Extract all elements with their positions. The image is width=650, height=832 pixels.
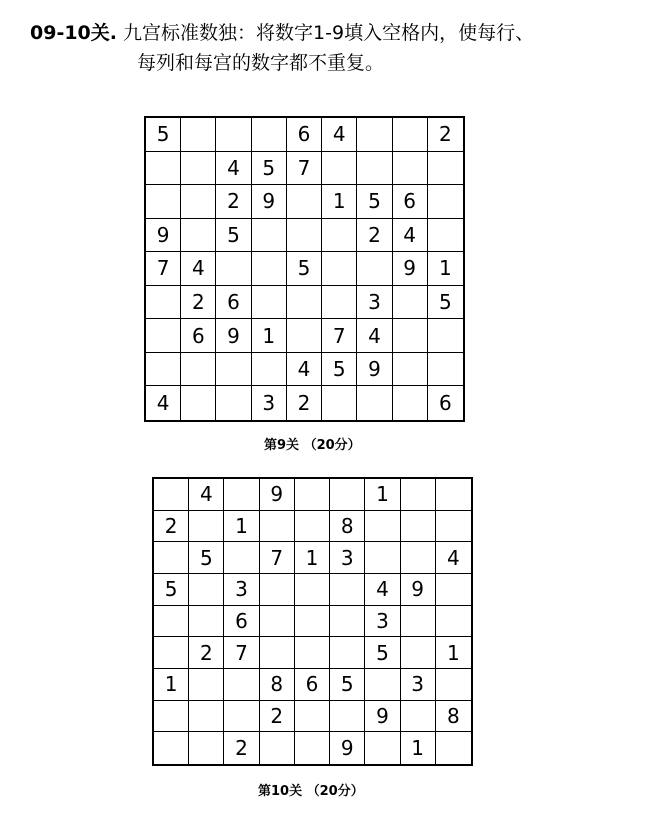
sudoku-cell[interactable] (154, 479, 189, 511)
sudoku-cell[interactable]: 1 (436, 637, 471, 669)
sudoku-cell[interactable]: 7 (146, 252, 181, 286)
sudoku-cell[interactable] (330, 701, 365, 733)
sudoku-cell[interactable] (260, 574, 295, 606)
sudoku-cell[interactable] (322, 152, 357, 186)
sudoku-cell[interactable]: 2 (260, 701, 295, 733)
sudoku-cell[interactable] (154, 732, 189, 764)
sudoku-cell[interactable]: 5 (252, 152, 287, 186)
sudoku-cell[interactable] (436, 574, 471, 606)
sudoku-cell[interactable] (330, 574, 365, 606)
sudoku-cell[interactable] (189, 606, 224, 638)
sudoku-cell[interactable] (260, 732, 295, 764)
sudoku-cell[interactable]: 1 (428, 252, 463, 286)
sudoku-cell[interactable] (181, 219, 216, 253)
sudoku-cell[interactable] (224, 701, 259, 733)
sudoku-cell[interactable]: 5 (365, 637, 400, 669)
sudoku-cell[interactable]: 2 (181, 286, 216, 320)
instructions-line-2: 每列和每宫的数字都不重复。 (137, 52, 385, 74)
sudoku-cell[interactable]: 4 (365, 574, 400, 606)
sudoku-cell[interactable] (357, 152, 392, 186)
sudoku-cell[interactable] (330, 606, 365, 638)
sudoku-cell[interactable] (154, 701, 189, 733)
sudoku-cell[interactable]: 1 (401, 732, 436, 764)
sudoku-cell[interactable]: 8 (330, 511, 365, 543)
sudoku-cell[interactable]: 9 (216, 319, 251, 353)
sudoku-cell[interactable] (260, 511, 295, 543)
sudoku-cell[interactable]: 5 (287, 252, 322, 286)
sudoku-cell[interactable] (216, 386, 251, 420)
sudoku-cell[interactable] (252, 286, 287, 320)
sudoku-cell[interactable]: 2 (189, 637, 224, 669)
sudoku-cell[interactable] (393, 319, 428, 353)
sudoku-cell[interactable]: 4 (146, 386, 181, 420)
caption-level-9: 第9关 （20分） (264, 438, 361, 453)
sudoku-cell[interactable] (330, 479, 365, 511)
sudoku-cell[interactable] (216, 252, 251, 286)
sudoku-cell[interactable] (393, 386, 428, 420)
sudoku-cell[interactable] (189, 701, 224, 733)
sudoku-cell[interactable] (260, 606, 295, 638)
sudoku-cell[interactable] (287, 319, 322, 353)
sudoku-cell[interactable] (436, 479, 471, 511)
sudoku-cell[interactable] (330, 637, 365, 669)
sudoku-cell[interactable] (154, 542, 189, 574)
sudoku-cell[interactable] (295, 637, 330, 669)
sudoku-cell[interactable]: 5 (189, 542, 224, 574)
sudoku-cell[interactable]: 4 (287, 353, 322, 387)
sudoku-cell[interactable] (260, 637, 295, 669)
sudoku-cell[interactable]: 1 (365, 479, 400, 511)
sudoku-cell[interactable]: 7 (260, 542, 295, 574)
sudoku-cell[interactable] (252, 118, 287, 152)
sudoku-cell[interactable]: 1 (295, 542, 330, 574)
sudoku-cell[interactable]: 4 (436, 542, 471, 574)
sudoku-cell[interactable] (216, 118, 251, 152)
sudoku-cell[interactable] (252, 353, 287, 387)
sudoku-cell[interactable] (428, 185, 463, 219)
sudoku-cell[interactable] (365, 511, 400, 543)
sudoku-cell[interactable] (154, 606, 189, 638)
sudoku-cell[interactable] (428, 319, 463, 353)
sudoku-cell[interactable] (401, 479, 436, 511)
sudoku-cell[interactable]: 4 (357, 319, 392, 353)
sudoku-cell[interactable] (224, 479, 259, 511)
sudoku-grid-level-9 (144, 116, 465, 422)
sudoku-cell[interactable] (401, 542, 436, 574)
sudoku-cell[interactable]: 3 (252, 386, 287, 420)
sudoku-cell[interactable]: 4 (181, 252, 216, 286)
sudoku-cell[interactable] (181, 185, 216, 219)
sudoku-cell[interactable] (357, 386, 392, 420)
sudoku-cell[interactable] (216, 353, 251, 387)
sudoku-cell[interactable] (365, 669, 400, 701)
sudoku-cell[interactable] (181, 353, 216, 387)
sudoku-cell[interactable] (393, 152, 428, 186)
sudoku-cell[interactable] (357, 252, 392, 286)
sudoku-cell[interactable] (295, 701, 330, 733)
sudoku-cell[interactable] (401, 701, 436, 733)
sudoku-cell[interactable] (295, 574, 330, 606)
sudoku-cell[interactable]: 1 (154, 669, 189, 701)
sudoku-cell[interactable] (436, 511, 471, 543)
sudoku-cell[interactable]: 5 (322, 353, 357, 387)
sudoku-cell[interactable]: 3 (224, 574, 259, 606)
sudoku-cell[interactable]: 7 (322, 319, 357, 353)
sudoku-cell[interactable]: 3 (365, 606, 400, 638)
sudoku-cell[interactable]: 6 (439, 391, 452, 416)
sudoku-cell[interactable]: 5 (357, 185, 392, 219)
sudoku-cell[interactable] (189, 732, 224, 764)
instructions-text-1: 九宫标准数独：将数字1-9填入空格内，使每行、 (123, 22, 535, 44)
level-label: 09-10关. (30, 22, 117, 44)
sudoku-cell[interactable] (295, 511, 330, 543)
sudoku-cell[interactable]: 6 (295, 669, 330, 701)
sudoku-cell[interactable] (252, 219, 287, 253)
sudoku-cell[interactable]: 2 (357, 219, 392, 253)
sudoku-cell[interactable] (322, 219, 357, 253)
sudoku-cell[interactable]: 9 (252, 185, 287, 219)
sudoku-cell[interactable] (146, 152, 181, 186)
sudoku-cell[interactable] (181, 386, 216, 420)
sudoku-cell[interactable]: 5 (330, 669, 365, 701)
sudoku-cell[interactable] (322, 386, 357, 420)
sudoku-cell[interactable] (401, 637, 436, 669)
sudoku-cell[interactable] (146, 319, 181, 353)
sudoku-cell[interactable]: 4 (322, 118, 357, 152)
sudoku-cell[interactable]: 5 (216, 219, 251, 253)
sudoku-cell[interactable] (295, 606, 330, 638)
sudoku-cell[interactable] (428, 353, 463, 387)
sudoku-cell[interactable] (287, 185, 322, 219)
sudoku-cell[interactable] (436, 669, 471, 701)
sudoku-cell[interactable] (295, 479, 330, 511)
sudoku-cell[interactable] (252, 252, 287, 286)
sudoku-cell[interactable]: 6 (216, 286, 251, 320)
sudoku-cell[interactable]: 9 (365, 701, 400, 733)
sudoku-cell[interactable]: 3 (330, 542, 365, 574)
sudoku-cell[interactable]: 8 (436, 701, 471, 733)
sudoku-cell[interactable]: 6 (393, 185, 428, 219)
sudoku-cell[interactable] (365, 732, 400, 764)
sudoku-cell[interactable] (393, 353, 428, 387)
sudoku-cell[interactable] (428, 219, 463, 253)
sudoku-cell[interactable]: 1 (322, 185, 357, 219)
sudoku-cell[interactable]: 5 (428, 286, 463, 320)
sudoku-cell[interactable]: 4 (216, 152, 251, 186)
sudoku-cell[interactable]: 2 (154, 511, 189, 543)
instructions (30, 18, 630, 78)
sudoku-cell[interactable] (393, 118, 428, 152)
sudoku-cell[interactable]: 1 (252, 319, 287, 353)
sudoku-cell[interactable] (393, 286, 428, 320)
sudoku-cell[interactable] (154, 637, 189, 669)
sudoku-cell[interactable] (401, 606, 436, 638)
sudoku-cell[interactable] (189, 574, 224, 606)
sudoku-cell[interactable]: 9 (393, 252, 428, 286)
sudoku-cell[interactable] (189, 669, 224, 701)
sudoku-cell[interactable] (401, 511, 436, 543)
sudoku-cell[interactable]: 3 (401, 669, 436, 701)
sudoku-cell[interactable]: 6 (224, 606, 259, 638)
sudoku-cell[interactable]: 2 (287, 386, 322, 420)
sudoku-cell[interactable] (146, 353, 181, 387)
sudoku-cell[interactable] (146, 286, 181, 320)
sudoku-cell[interactable] (365, 542, 400, 574)
caption-level-10: 第10关 （20分） (258, 784, 364, 799)
sudoku-cell[interactable] (189, 511, 224, 543)
sudoku-cell[interactable]: 4 (189, 479, 224, 511)
sudoku-cell[interactable]: 9 (260, 479, 295, 511)
sudoku-cell[interactable] (224, 669, 259, 701)
sudoku-cell[interactable] (295, 732, 330, 764)
sudoku-cell[interactable]: 9 (357, 353, 392, 387)
sudoku-cell[interactable]: 9 (401, 574, 436, 606)
sudoku-cell[interactable]: 7 (287, 152, 322, 186)
sudoku-cell[interactable]: 5 (154, 574, 189, 606)
sudoku-cell[interactable] (181, 118, 216, 152)
sudoku-cell[interactable]: 2 (428, 118, 463, 152)
sudoku-cell[interactable]: 9 (330, 732, 365, 764)
sudoku-cell[interactable] (287, 219, 322, 253)
sudoku-cell[interactable] (436, 606, 471, 638)
sudoku-cell[interactable]: 6 (181, 319, 216, 353)
sudoku-cell[interactable]: 9 (146, 219, 181, 253)
sudoku-cell[interactable] (436, 732, 471, 764)
sudoku-cell[interactable]: 3 (357, 286, 392, 320)
sudoku-cell[interactable] (181, 152, 216, 186)
sudoku-cell[interactable] (322, 286, 357, 320)
sudoku-cell[interactable] (287, 286, 322, 320)
sudoku-cell[interactable]: 8 (260, 669, 295, 701)
sudoku-cell[interactable] (428, 152, 463, 186)
sudoku-cell[interactable] (322, 252, 357, 286)
sudoku-cell[interactable]: 1 (224, 511, 259, 543)
sudoku-cell[interactable]: 2 (216, 185, 251, 219)
sudoku-cell[interactable]: 6 (287, 118, 322, 152)
sudoku-cell[interactable] (146, 185, 181, 219)
sudoku-cell[interactable]: 4 (393, 219, 428, 253)
sudoku-cell[interactable]: 7 (224, 637, 259, 669)
sudoku-cell[interactable] (357, 118, 392, 152)
sudoku-grid-level-10 (152, 477, 473, 766)
sudoku-cell[interactable]: 2 (224, 732, 259, 764)
instructions-line-1 (30, 18, 630, 48)
sudoku-cell[interactable] (224, 542, 259, 574)
sudoku-cell[interactable]: 5 (146, 118, 181, 152)
